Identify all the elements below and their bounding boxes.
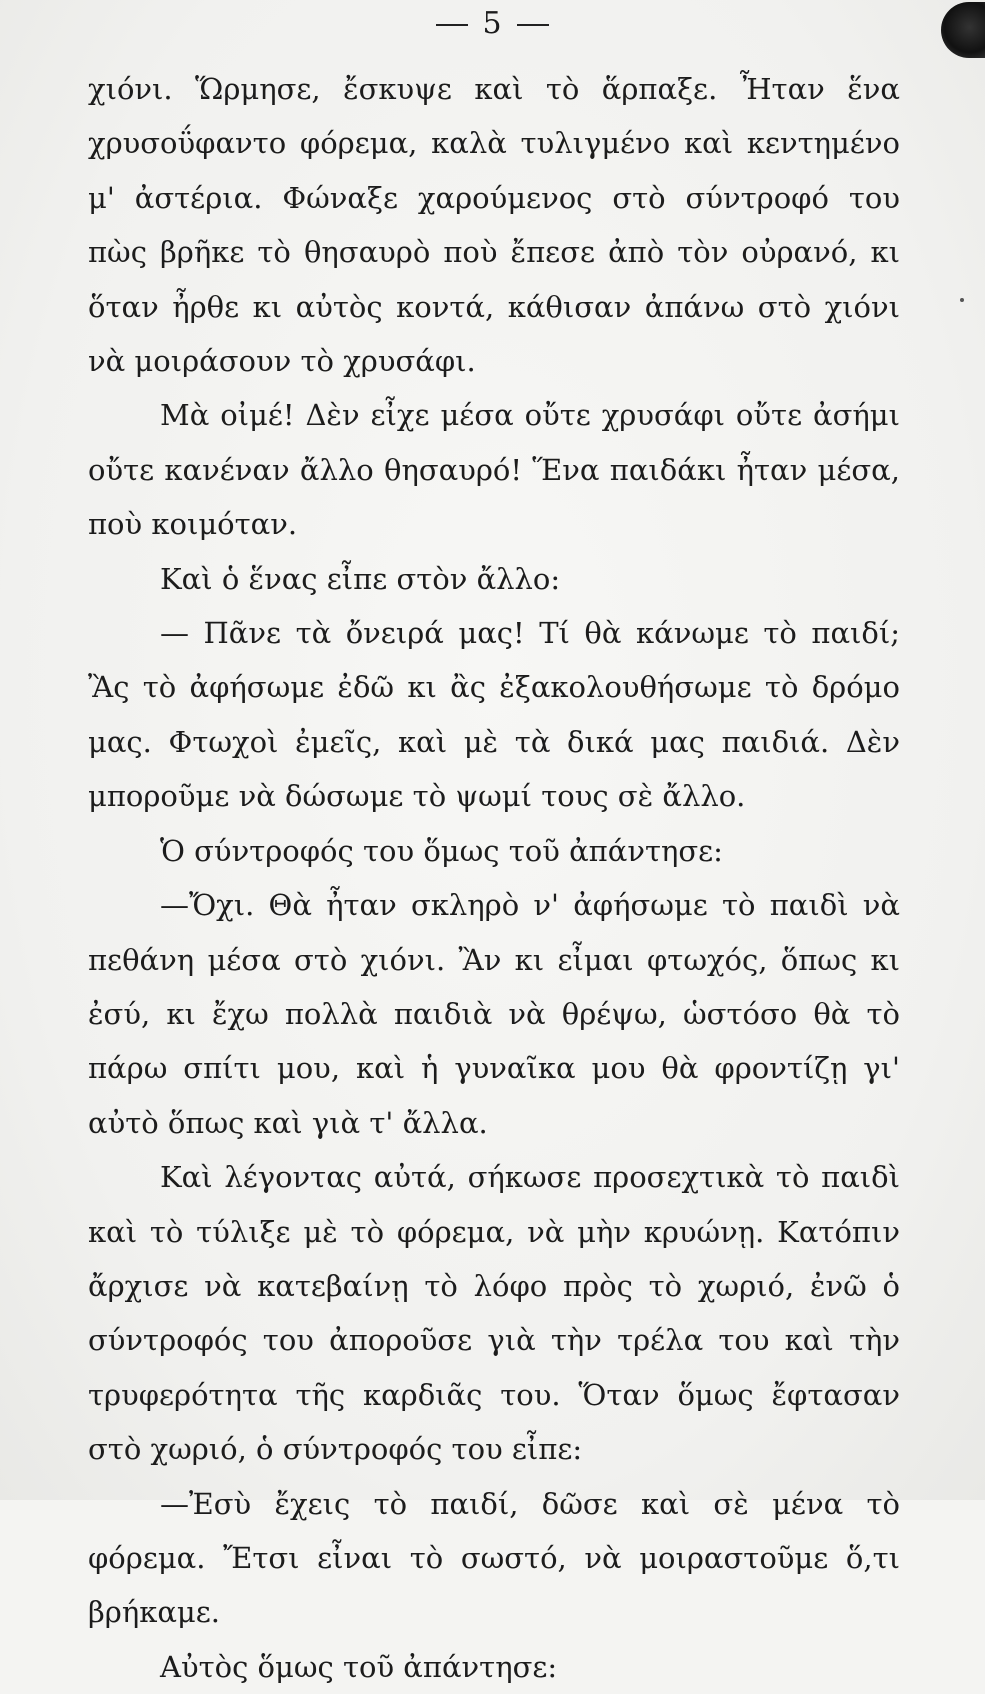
dialogue-paragraph: — Πᾶνε τὰ ὄνειρά μας! Τί θὰ κάνωμε τὸ παιδί; Ἂς τὸ ἀφήσωμε ἐδῶ κι ἂς ἐξακολουθήσωμε τὸ δρόμο μας. Φτωχοὶ ἐμεῖς, καὶ μὲ τὰ δικά μας παιδιά. Δὲν μποροῦμε νὰ δώσωμε τὸ ψωμί τους σὲ ἄλλο.	[88, 616, 900, 814]
paragraph: Ὁ σύντροφός του ὅμως τοῦ ἀπάντησε:	[160, 833, 723, 868]
page-number-dash-left	[436, 24, 468, 26]
paragraph: Αὐτὸς ὅμως τοῦ ἀπάντησε:	[160, 1649, 558, 1684]
page-number: 5	[482, 6, 503, 41]
paragraph: χιόνι. Ὥρμησε, ἔσκυψε καὶ τὸ ἅρπαξε. Ἦταν ἕνα χρυσοΰφαντο φόρεμα, καλὰ τυλιγμένο καὶ κεντημένο μ' ἀστέρια. Φώναξε χαρούμενος στὸ σύντροφό του πὼς βρῆκε τὸ θησαυρὸ ποὺ ἔπεσε ἀπὸ τὸν οὐρανό, κι ὅταν ἦρθε κι αὐτὸς κοντά, κάθισαν ἀπάνω στὸ χιόνι νὰ μοιράσουν τὸ χρυσάφι.	[88, 72, 900, 379]
paper-speck	[960, 298, 964, 302]
page-number-header	[0, 4, 985, 44]
body-text	[88, 62, 900, 1694]
paragraph: Μὰ οἰμέ! Δὲν εἶχε μέσα οὔτε χρυσάφι οὔτε ἀσήμι οὔτε κανέναν ἄλλο θησαυρό! Ἕνα παιδάκι ἦταν μέσα, ποὺ κοιμόταν.	[88, 398, 900, 542]
page-number-dash-right	[517, 24, 549, 26]
dialogue-paragraph: —Ἐσὺ ἔχεις τὸ παιδί, δῶσε καὶ σὲ μένα τὸ φόρεμα. Ἔτσι εἶναι τὸ σωστό, νὰ μοιραστοῦμε ὅ,τι βρήκαμε.	[88, 1486, 900, 1630]
paragraph: Καὶ ὁ ἕνας εἶπε στὸν ἄλλο:	[160, 561, 561, 596]
paragraph: Καὶ λέγοντας αὐτά, σήκωσε προσεχτικὰ τὸ παιδὶ καὶ τὸ τύλιξε μὲ τὸ φόρεμα, νὰ μὴν κρυώνῃ. Κατόπιν ἄρχισε νὰ κατεβαίνῃ τὸ λόφο πρὸς τὸ χωριό, ἐνῶ ὁ σύντροφός του ἀποροῦσε γιὰ τὴν τρέλα του καὶ τὴν τρυφερότητα τῆς καρδιᾶς του. Ὅταν ὅμως ἔφτασαν στὸ χωριό, ὁ σύντροφός του εἶπε:	[88, 1160, 900, 1467]
dialogue-paragraph: —Ὄχι. Θὰ ἦταν σκληρὸ ν' ἀφήσωμε τὸ παιδὶ νὰ πεθάνη μέσα στὸ χιόνι. Ἂν κι εἶμαι φτωχός, ὅπως κι ἐσύ, κι ἔχω πολλὰ παιδιὰ νὰ θρέψω, ὡστόσο θὰ τὸ πάρω σπίτι μου, καὶ ἡ γυναῖκα μου θὰ φροντίζῃ γι' αὐτὸ ὅπως καὶ γιὰ τ' ἄλλα.	[88, 888, 900, 1140]
